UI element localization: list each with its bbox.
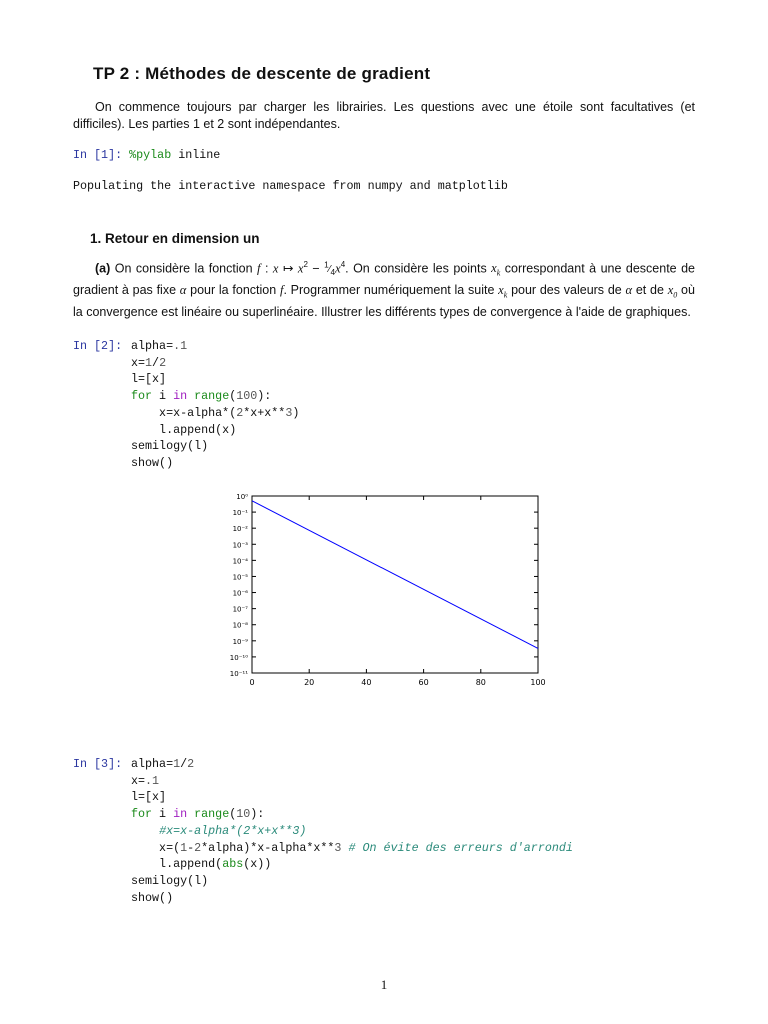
x-tick-label: 40 [361,678,372,687]
code-line: x=1/2 [131,355,167,370]
cell-3-code [131,756,573,906]
cell-1-output: Populating the interactive namespace from numpy and matplotlib [73,179,508,193]
code-line: alpha=1/2 [131,757,195,771]
y-tick-label: 10⁻⁷ [232,605,248,614]
code-line: #x=x-alpha*(2*x+x**3) [159,823,307,838]
x-tick-label: 60 [418,678,429,687]
cell-1 [73,147,220,164]
section-heading: 1. Retour en dimension un [90,231,260,246]
semilogy-plot [220,486,550,692]
code-line: alpha=.1 [131,339,188,353]
math-function: f [257,261,261,276]
y-tick-label: 10⁻⁸ [232,621,248,630]
x-tick-label: 20 [304,678,315,687]
x-tick-label: 100 [530,678,546,687]
code-line: l=[x] [131,372,167,387]
x-tick-label: 80 [475,678,486,687]
question-a: (a) On considère la fonction f : x ↦ $x^2$ − $^1⁄_4x^4$. On considère les points $x_k$ correspondant à une descente de gradient à pas fixe α pour la fonction f. Programmer numériquement la suite $x_k$ pour des valeurs de α et de $x_0$ où la convergence est linéaire ou superlinéaire. Illustrer les différents types de convergence à l'aide de graphiques. [73,260,695,320]
code-line: x=.1 [131,773,160,788]
question-text: correspondant à une descente de gradient à pas fixe [73,261,695,298]
cell-code: %pylab inline [129,148,221,162]
code-line: show() [131,455,174,470]
intro-text: On commence toujours par charger les librairies. Les questions avec une étoile sont facultatives (et difficiles). Les parties 1 et 2 sont indépendantes. [73,100,695,131]
y-tick-label: 10⁻¹⁰ [229,653,248,662]
y-tick-label: 10⁻⁴ [232,557,248,566]
code-line: l.append(x) [131,422,237,437]
page-title: TP 2 : Méthodes de descente de gradient [93,64,431,83]
code-line: for i in range(100): [131,389,272,404]
chart-svg [220,486,550,692]
cell-prompt: In [3]: [73,757,123,771]
code-line: l=[x] [131,790,167,805]
question-text: . On considère les points [345,261,487,276]
question-text: pour des valeurs de [511,283,622,298]
y-tick-label: 10⁻² [232,525,248,534]
question-text: et de [635,283,664,298]
y-tick-label: 10⁻⁹ [232,637,248,646]
question-text: On considère la fonction [114,261,253,276]
cell-3-prompt [73,756,122,773]
cell-prompt: In [1]: [73,148,123,162]
code-line: l.append(abs(x)) [131,857,272,872]
code-line: semilogy(l) [131,439,209,454]
code-line: x=(1-2*alpha)*x-alpha*x**3 # On évite des erreurs d'arrondi [131,840,573,855]
cell-prompt: In [2]: [73,339,123,353]
page-number: 1 [380,977,388,992]
question-label: (a) [95,261,111,276]
y-tick-label: 10⁻¹ [232,509,248,518]
x-tick-label: 0 [249,678,255,687]
y-tick-label: 10⁻⁵ [232,573,248,582]
question-text: . Programmer numériquement la suite [283,283,495,298]
question-text: où la convergence est linéaire ou superlinéaire. Illustrer les différents types de convergence à l'aide de graphiques. [73,283,695,320]
y-tick-label: 10⁻⁶ [232,589,248,598]
question-text: pour la fonction [190,283,277,298]
y-tick-label: 10⁻³ [232,541,248,550]
code-line: show() [131,890,174,905]
y-tick-label: 10⁻¹¹ [229,670,248,678]
code-line: semilogy(l) [131,873,209,888]
code-line: for i in range(10): [131,807,265,822]
cell-2-code [131,338,299,472]
y-tick-label: 10⁰ [236,493,248,501]
code-line: x=x-alpha*(2*x+x**3) [131,405,300,420]
intro-paragraph [73,99,695,132]
cell-2-prompt [73,338,122,355]
